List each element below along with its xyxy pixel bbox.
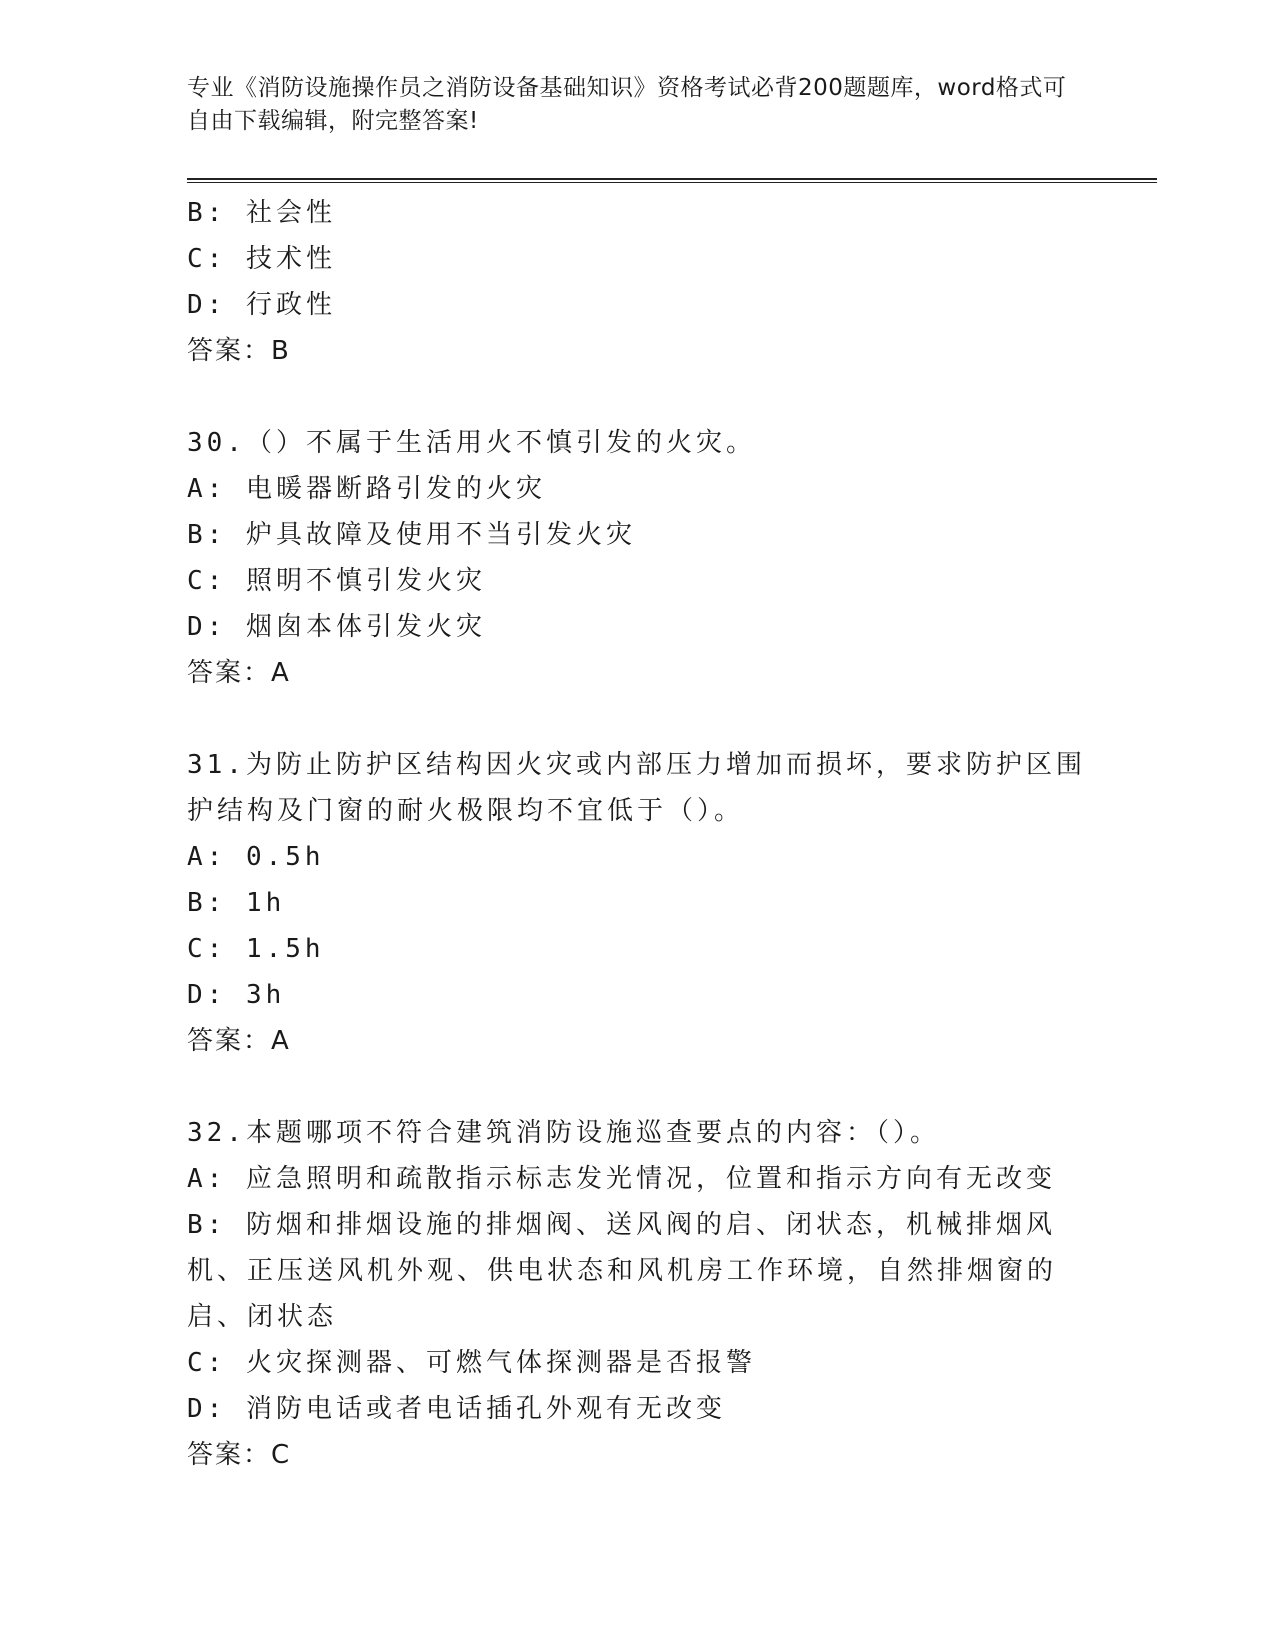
question-stem: 31.为防止防护区结构因火灾或内部压力增加而损坏，要求防护区围护结构及门窗的耐火极限均不宜低于（）。 [187,750,1086,826]
question-stem: 32.本题哪项不符合建筑消防设施巡查要点的内容：（）。 [187,1118,940,1148]
spacer [187,696,1087,742]
partial-question-29 [187,190,1087,374]
question-31 [187,742,1087,1064]
document-header: 专业《消防设施操作员之消防设备基础知识》资格考试必背200题题库，word格式可自由下载编辑，附完整答案! [187,75,1067,134]
option-d: D: 消防电话或者电话插孔外观有无改变 [187,1394,726,1424]
answer-line: 答案：A [187,1026,291,1056]
option-a: A: 电暖器断路引发的火灾 [187,474,546,504]
option-b: B: 1h [187,888,286,918]
option-c: C: 照明不慎引发火灾 [187,566,486,596]
option-b: B: 炉具故障及使用不当引发火灾 [187,520,636,550]
option-d: D: 烟囱本体引发火灾 [187,612,486,642]
answer-line: 答案：B [187,336,291,366]
header-divider [187,178,1157,183]
option-c: C: 技术性 [187,244,336,274]
question-30 [187,420,1087,696]
question-stem: 30.（）不属于生活用火不慎引发的火灾。 [187,428,756,458]
option-c: C: 1.5h [187,934,325,964]
option-c: C: 火灾探测器、可燃气体探测器是否报警 [187,1348,756,1378]
question-32 [187,1110,1087,1478]
answer-line: 答案：A [187,658,291,688]
spacer [187,1064,1087,1110]
option-b: B: 防烟和排烟设施的排烟阀、送风阀的启、闭状态，机械排烟风机、正压送风机外观、供电状态和风机房工作环境，自然排烟窗的启、闭状态 [187,1210,1058,1332]
option-b: B: 社会性 [187,198,336,228]
spacer [187,374,1087,420]
option-d: D: 3h [187,980,286,1010]
question-list [187,190,1087,1478]
answer-line: 答案：C [187,1440,292,1470]
option-d: D: 行政性 [187,290,336,320]
option-a: A: 应急照明和疏散指示标志发光情况，位置和指示方向有无改变 [187,1164,1056,1194]
option-a: A: 0.5h [187,842,325,872]
